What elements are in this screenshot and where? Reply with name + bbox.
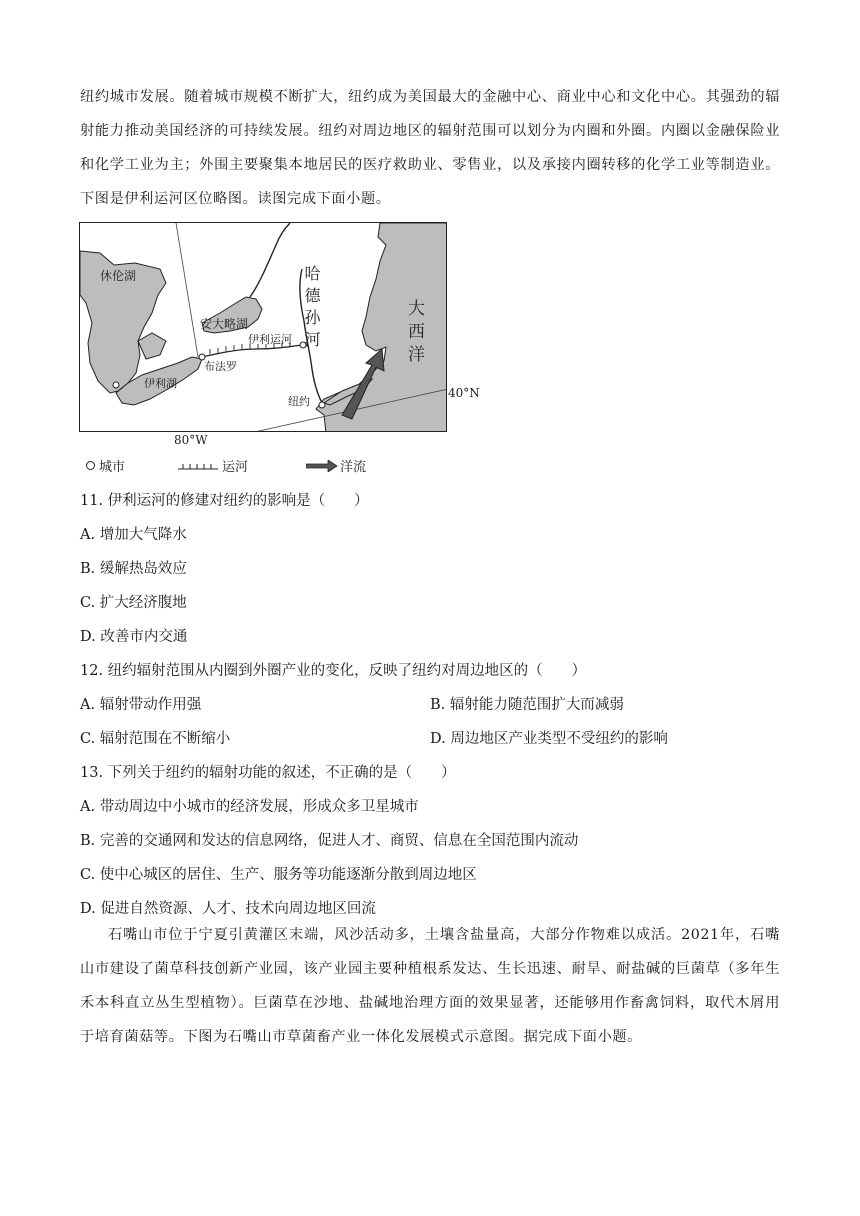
city-symbol-icon [86,461,95,470]
legend-canal [178,456,248,475]
question-12-option-c[interactable]: C. 辐射范围在不断缩小 [80,731,231,747]
question-11-option-d[interactable]: D. 改善市内交通 [80,629,188,645]
map-drawing [80,223,447,432]
label-hudson: 哈德孙河 [302,265,321,353]
question-11-option-b[interactable]: B. 缓解热岛效应 [80,561,187,577]
st-lawrence-river [250,223,290,297]
erie-canal-location-map [79,222,447,432]
question-11-option-a[interactable]: A. 增加大气降水 [80,527,187,543]
question-12-stem: 12. 纽约辐射范围从内圈到外圈产业的变化，反映了纽约对周边地区的（ ） [80,663,587,679]
label-canal: 伊利运河 [248,333,292,346]
question-12-option-b[interactable]: B. 辐射能力随范围扩大而减弱 [430,697,624,713]
question-13-option-d[interactable]: D. 促进自然资源、人才、技术向周边地区回流 [80,901,376,917]
label-40n: 40°N [448,386,480,400]
city-erie-dot [113,382,119,388]
label-newyork: 纽约 [288,395,310,408]
legend-current-label: 洋流 [340,460,367,475]
closing-paragraph: 石嘴山市位于宁夏引黄灌区末端，风沙活动多，土壤含盐量高，大部分作物难以成活。2021年，石嘴山市建设了菌草科技创新产业园，该产业园主要种植根系发达、生长迅速、耐旱、耐盐碱的巨菌草（多年生禾本科直立丛生型植物）。巨菌草在沙地、盐碱地治理方面的效果显著，还能够用作畜禽饲料，取代木屑用于培育菌菇等。下图为石嘴山市草菌畜产业一体化发展模式示意图。据完成下面小题。 [80,927,780,1045]
legend-canal-label: 运河 [222,460,249,475]
intro-paragraph: 纽约城市发展。随着城市规模不断扩大，纽约成为美国最大的金融中心、商业中心和文化中心。其强劲的辐射能力推动美国经济的可持续发展。纽约对周边地区的辐射范围可以划分为内圈和外圈。内圈以金融保险业和化学工业为主；外围主要聚集本地居民的医疗救助业、零售业，以及承接内圈转移的化学工业等制造业。下图是伊利运河区位略图。读图完成下面小题。 [80,89,780,207]
canal-symbol-icon [178,461,218,471]
label-ontario: 安大略湖 [200,317,249,331]
question-11-option-c[interactable]: C. 扩大经济腹地 [80,595,187,611]
label-atlantic: 大西洋 [404,299,424,368]
legend-city-label: 城市 [99,460,126,475]
question-13-option-c[interactable]: C. 使中心城区的居住、生产、服务等功能逐渐分散到周边地区 [80,867,477,883]
label-buffalo: 布法罗 [204,360,237,373]
question-13-stem: 13. 下列关于纽约的辐射功能的叙述，不正确的是（ ） [80,765,456,781]
question-12-option-a[interactable]: A. 辐射带动作用强 [80,697,202,713]
georgian-bay-shape [138,333,166,359]
question-13-option-a[interactable]: A. 带动周边中小城市的经济发展，形成众多卫星城市 [80,799,419,815]
city-newyork-dot [319,402,325,408]
label-erie: 伊利湖 [144,377,177,390]
border-line [176,223,198,357]
current-symbol-icon [306,460,338,472]
legend-current [306,456,366,475]
question-13-option-b[interactable]: B. 完善的交通网和发达的信息网络，促进人才、商贸、信息在全国范围内流动 [80,833,579,849]
label-huron: 休伦湖 [100,269,137,283]
question-12-option-d[interactable]: D. 周边地区产业类型不受纽约的影响 [430,731,668,747]
legend-city [86,456,125,475]
label-80w: 80°W [174,433,208,447]
question-11-stem: 11. 伊利运河的修建对纽约的影响是（ ） [80,493,369,509]
